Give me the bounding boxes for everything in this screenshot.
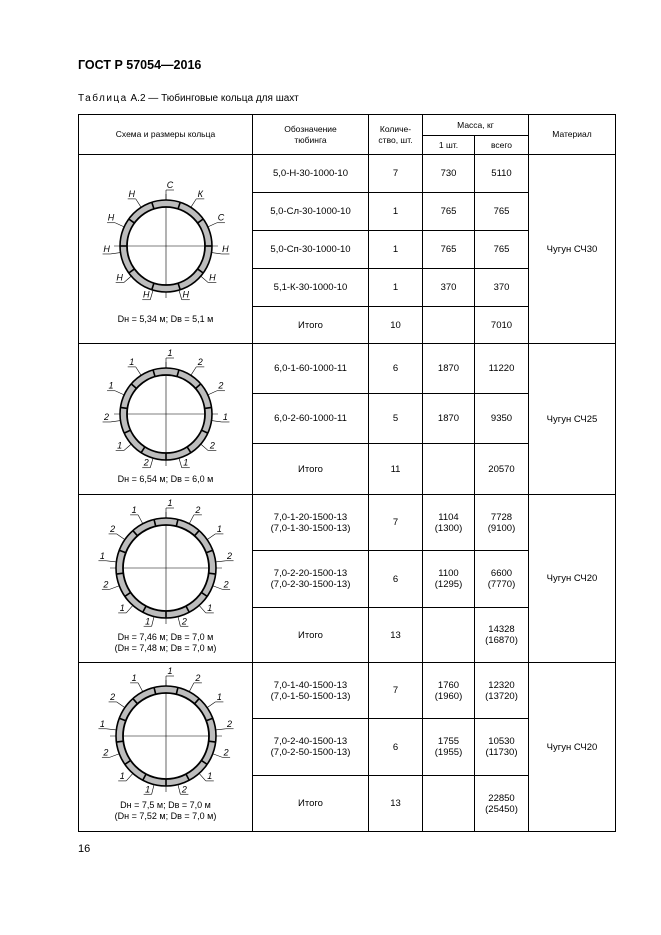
leader-line [151, 785, 153, 795]
mass-one-cell [423, 231, 475, 269]
leader-line [215, 729, 225, 730]
segment-joint [116, 573, 123, 574]
ring-scheme-cell [79, 155, 253, 344]
segment-label: 1 [206, 602, 212, 613]
leader-line [150, 458, 153, 468]
leader-line [212, 585, 221, 589]
mass-total [475, 168, 528, 179]
mass-one-line: (1300) [434, 522, 463, 534]
designation-line: (7,0-1-50-1500-13) [270, 690, 351, 702]
designation-line: 7,0-2-40-1500-13 [273, 736, 348, 747]
segment-label: 1 [216, 523, 222, 534]
segment-label: 2 [209, 440, 215, 451]
dimension-line: (Dн = 7,52 м; Dв = 7,0 м) [114, 811, 217, 821]
segment-label: 2 [194, 504, 200, 515]
mass-one-cell [423, 193, 475, 231]
segment-label: 1 [166, 666, 173, 676]
mass-total-cell [475, 307, 529, 344]
material-cell: Чугун СЧ20 [529, 663, 616, 832]
mass-one-line: 765 [440, 244, 457, 255]
page-number: 16 [78, 843, 91, 855]
mass-one-cell [423, 269, 475, 307]
leader-line [110, 420, 120, 421]
designation-line: (7,0-2-50-1500-13) [270, 747, 351, 758]
table-row [79, 155, 616, 193]
mass-total-cell [475, 394, 529, 444]
mass-total [475, 413, 528, 424]
leader-line [189, 683, 194, 692]
designation [253, 282, 368, 293]
segment-label: 1 [99, 550, 105, 561]
designation-cell [253, 394, 369, 444]
quantity-cell: 6 [369, 719, 423, 776]
mass-total-cell [475, 155, 529, 193]
leader-line [211, 420, 221, 421]
quantity-cell: 7 [369, 155, 423, 193]
designation-cell [253, 495, 369, 551]
leader-line [207, 702, 215, 708]
designation [253, 168, 368, 179]
designation-line: 7,0-1-20-1500-13 [273, 511, 348, 523]
mass-one-cell [423, 495, 475, 551]
leader-line [178, 290, 181, 300]
segment-label: Н [115, 272, 123, 283]
designation [253, 206, 368, 217]
designation-line: 6,0-2-60-1000-11 [274, 413, 347, 424]
mass-total-line: 370 [493, 282, 510, 293]
leader-line [116, 702, 124, 708]
designation-cell [253, 307, 369, 344]
segment-label: 1 [144, 615, 150, 626]
quantity-cell: 1 [369, 269, 423, 307]
leader-line [211, 252, 221, 253]
rings-table [78, 114, 616, 832]
designation-line: (7,0-1-30-1500-13) [270, 522, 351, 534]
designation-cell [253, 663, 369, 719]
leader-line [178, 458, 181, 468]
mass-total-line: 7010 [490, 319, 513, 331]
designation-line: Итого [298, 629, 323, 641]
mass-total-line: (7770) [487, 579, 516, 590]
designation-cell [253, 193, 369, 231]
designation-cell [253, 155, 369, 193]
dimension-line: (Dн = 7,48 м; Dв = 7,0 м) [114, 642, 217, 653]
designation [253, 736, 368, 758]
mass-total-cell [475, 444, 529, 495]
designation [253, 630, 368, 641]
segment-joint [120, 407, 127, 408]
segment-label: 2 [223, 578, 229, 589]
segment-label: Н [102, 243, 110, 254]
leader-line [199, 605, 206, 612]
leader-line [177, 785, 179, 795]
quantity-cell: 13 [369, 608, 423, 663]
segment-label: 1 [166, 347, 173, 358]
mass-one-line: 370 [440, 282, 457, 293]
mass-one-line: (1960) [434, 690, 463, 702]
designation-cell [253, 344, 369, 394]
leader-line [106, 560, 116, 561]
mass-one-line: 1755 [437, 736, 460, 747]
mass-total-line: 6600 [490, 568, 513, 579]
mass-total-cell [475, 344, 529, 394]
ring-dimensions [79, 314, 252, 325]
leader-line [215, 560, 225, 561]
table-caption [78, 93, 299, 104]
mass-total-cell [475, 193, 529, 231]
mass-total-line: 22850 [488, 792, 515, 804]
mass-total-line: 12320 [488, 679, 515, 691]
leader-line [151, 616, 153, 626]
quantity-cell: 1 [369, 193, 423, 231]
quantity-cell: 6 [369, 344, 423, 394]
designation-line: 5,0-Сп-30-1000-10 [270, 244, 351, 255]
header-mass-total: всего [475, 136, 529, 155]
mass-total [475, 680, 528, 702]
segment-joint [208, 573, 215, 574]
segment-label: 1 [116, 440, 122, 451]
designation-line: 5,0-Сл-30-1000-10 [270, 206, 351, 217]
leader-line [190, 366, 195, 374]
header-material: Материал [529, 115, 616, 155]
designation-cell [253, 231, 369, 269]
designation-cell [253, 444, 369, 495]
mass-one-line: 1870 [437, 363, 460, 374]
leader-line [135, 366, 140, 374]
segment-label: 1 [131, 672, 137, 683]
segment-label: 2 [194, 672, 200, 683]
leader-line [190, 198, 195, 206]
leader-line [106, 729, 116, 730]
mass-total-cell [475, 269, 529, 307]
segment-label: 2 [181, 615, 187, 626]
leader-line [212, 754, 221, 758]
segment-label: 1 [144, 784, 150, 795]
mass-total [475, 568, 528, 590]
caption-prefix: Таблица [78, 93, 128, 104]
segment-label: 1 [119, 770, 125, 781]
mass-total-line: 14328 [488, 624, 515, 635]
mass-one-line: 1100 [438, 568, 459, 579]
mass-one [423, 413, 474, 424]
quantity-cell: 5 [369, 394, 423, 444]
designation-cell [253, 719, 369, 776]
segment-label: С [217, 212, 224, 223]
mass-total [475, 464, 528, 475]
mass-total-cell [475, 719, 529, 776]
mass-one-line: 765 [440, 206, 457, 217]
designation-line: 5,1-К-30-1000-10 [273, 282, 348, 293]
segment-label: 2 [181, 784, 187, 795]
mass-total [475, 244, 528, 255]
designation [253, 568, 368, 590]
mass-total [475, 512, 528, 534]
mass-one-line: 1870 [437, 413, 460, 424]
leader-line [177, 616, 179, 626]
mass-total-cell [475, 231, 529, 269]
mass-total-line: (13720) [485, 690, 518, 702]
designation-cell [253, 608, 369, 663]
leader-line [207, 390, 216, 394]
mass-total-cell [475, 551, 529, 608]
segment-label: С [166, 179, 173, 190]
leader-line [109, 754, 118, 758]
quantity-cell: 11 [369, 444, 423, 495]
designation [253, 798, 368, 809]
segment-label: 1 [108, 380, 114, 391]
dimension-line: Dн = 6,54 м; Dв = 6,0 м [117, 473, 214, 484]
segment-label: К [197, 188, 203, 199]
ring-scheme-cell [79, 344, 253, 495]
header-mass: Масса, кг [423, 115, 529, 136]
mass-one [423, 512, 474, 534]
designation-line: (7,0-2-30-1500-13) [270, 579, 351, 590]
mass-one-cell [423, 663, 475, 719]
mass-one-cell [423, 394, 475, 444]
leader-line [207, 533, 215, 539]
designation [253, 320, 368, 331]
segment-label: Н [127, 188, 135, 199]
mass-one-cell [423, 307, 475, 344]
mass-total [475, 624, 528, 646]
quantity-cell: 1 [369, 231, 423, 269]
segment-label: 1 [166, 497, 173, 508]
segment-label: 1 [206, 770, 212, 781]
header-quantity: Количе- ство, шт. [369, 115, 423, 155]
segment-label: 1 [182, 457, 188, 468]
quantity-cell: 6 [369, 551, 423, 608]
designation-line: 7,0-2-20-1500-13 [273, 568, 348, 579]
designation [253, 680, 368, 702]
ring-diagram [81, 174, 251, 314]
mass-one-cell [423, 551, 475, 608]
designation-cell [253, 551, 369, 608]
table-body [79, 155, 616, 832]
mass-total [475, 793, 528, 815]
leader-line [123, 276, 131, 283]
leader-line [135, 198, 140, 206]
mass-one [423, 680, 474, 702]
header-mass-one: 1 шт. [423, 136, 475, 155]
mass-total-line: (11730) [485, 747, 518, 758]
ring-scheme-cell [79, 495, 253, 663]
mass-total-line: 10530 [488, 736, 515, 747]
segment-label: 1 [131, 504, 137, 515]
mass-one-cell [423, 719, 475, 776]
mass-total-cell [475, 495, 529, 551]
segment-label: Н [142, 289, 149, 300]
table-row [79, 495, 616, 551]
segment-label: 2 [223, 747, 229, 758]
mass-one-line: 1760 [437, 679, 460, 691]
segment-label: 2 [217, 380, 223, 391]
leader-line [138, 683, 143, 692]
designation [253, 413, 368, 424]
mass-one [423, 736, 474, 758]
leader-line [138, 514, 143, 523]
mass-total [475, 363, 528, 374]
segment-label: Н [107, 212, 114, 223]
header-designation: Обозначение тюбинга [253, 115, 369, 155]
leader-line [116, 533, 124, 539]
leader-line [126, 773, 133, 780]
segment-label: 2 [102, 747, 108, 758]
dimension-line: Dн = 7,5 м; Dв = 7,0 м [120, 800, 211, 810]
mass-one [423, 206, 474, 217]
designation-line: 6,0-1-60-1000-11 [274, 363, 347, 374]
material-cell: Чугун СЧ25 [529, 344, 616, 495]
designation [253, 512, 368, 534]
designation [253, 464, 368, 475]
mass-total-line: (9100) [487, 522, 516, 534]
mass-total-line: (16870) [485, 635, 518, 646]
dimension-line: Dн = 5,34 м; Dв = 5,1 м [117, 313, 214, 324]
segment-label: 1 [216, 691, 222, 702]
leader-line [207, 222, 216, 226]
table-row [79, 344, 616, 394]
material-cell: Чугун СЧ20 [529, 495, 616, 663]
mass-one-cell [423, 344, 475, 394]
segment-joint [116, 741, 123, 742]
segment-label: 2 [226, 550, 232, 561]
leader-line [109, 585, 118, 589]
mass-one-line: (1295) [434, 579, 463, 590]
designation-line: 7,0-1-40-1500-13 [273, 679, 348, 691]
leader-line [189, 514, 194, 523]
mass-one-cell [423, 444, 475, 495]
ring-dimensions [79, 474, 252, 485]
mass-total-line: 20570 [488, 463, 515, 475]
ring-dimensions [79, 632, 252, 654]
segment-joint [208, 741, 215, 742]
segment-label: 1 [99, 718, 105, 729]
mass-total-line: 5110 [491, 168, 512, 179]
dimension-line: Dн = 7,46 м; Dв = 7,0 м [117, 631, 214, 642]
table-row [79, 663, 616, 719]
quantity-cell: 10 [369, 307, 423, 344]
mass-total-cell [475, 776, 529, 832]
mass-one [423, 244, 474, 255]
designation-cell [253, 269, 369, 307]
leader-line [110, 252, 120, 253]
mass-total [475, 736, 528, 758]
mass-total [475, 282, 528, 293]
mass-one-cell [423, 608, 475, 663]
mass-total [475, 320, 528, 331]
ring-scheme-cell [79, 663, 253, 832]
leader-line [200, 276, 208, 283]
mass-one [423, 568, 474, 590]
segment-label: 2 [102, 578, 108, 589]
mass-total-line: 9350 [490, 413, 513, 424]
segment-label: 1 [119, 602, 125, 613]
leader-line [200, 444, 208, 451]
designation-cell [253, 776, 369, 832]
designation [253, 244, 368, 255]
ring-diagram [81, 347, 251, 474]
designation [253, 363, 368, 374]
quantity-cell: 7 [369, 495, 423, 551]
segment-label: 1 [128, 356, 134, 367]
segment-label: 2 [197, 356, 203, 367]
segment-label: Н [208, 272, 216, 283]
mass-one [423, 363, 474, 374]
quantity-cell: 7 [369, 663, 423, 719]
mass-one-line: 730 [440, 168, 457, 179]
mass-one-line: 1104 [438, 511, 459, 523]
ring-dimensions [79, 800, 252, 822]
segment-label: 2 [109, 691, 115, 702]
mass-one-cell [423, 155, 475, 193]
mass-total [475, 206, 528, 217]
material-cell: Чугун СЧ30 [529, 155, 616, 344]
mass-total-line: 11220 [488, 363, 515, 374]
mass-one-line: (1955) [434, 747, 463, 758]
mass-total-line: (25450) [485, 803, 518, 815]
leader-line [123, 444, 131, 451]
mass-total-line: 7728 [490, 511, 513, 523]
segment-label: 1 [222, 411, 228, 422]
mass-total-line: 765 [493, 206, 510, 217]
caption-text: А.2 — Тюбинговые кольца для шахт [127, 93, 299, 104]
segment-label: 2 [143, 457, 149, 468]
leader-line [126, 605, 133, 612]
segment-joint [204, 407, 211, 408]
mass-total-cell [475, 663, 529, 719]
header-scheme: Схема и размеры кольца [79, 115, 253, 155]
designation-line: 5,0-Н-30-1000-10 [273, 168, 348, 179]
leader-line [199, 773, 206, 780]
designation-line: Итого [298, 319, 323, 331]
mass-total-cell [475, 608, 529, 663]
mass-one [423, 282, 474, 293]
ring-diagram [81, 666, 251, 800]
quantity-cell: 13 [369, 776, 423, 832]
segment-label: Н [182, 289, 189, 300]
ring-diagram [81, 497, 251, 632]
segment-label: 2 [103, 411, 109, 422]
document-title: ГОСТ Р 57054—2016 [78, 58, 202, 72]
segment-label: 2 [226, 718, 232, 729]
mass-one [423, 168, 474, 179]
mass-one-cell [423, 776, 475, 832]
designation-line: Итого [298, 463, 323, 475]
mass-total-line: 765 [493, 244, 510, 255]
segment-label: 2 [109, 523, 115, 534]
leader-line [115, 390, 124, 394]
designation-line: Итого [298, 798, 323, 809]
leader-line [115, 222, 124, 226]
segment-label: Н [221, 243, 229, 254]
leader-line [150, 290, 153, 300]
